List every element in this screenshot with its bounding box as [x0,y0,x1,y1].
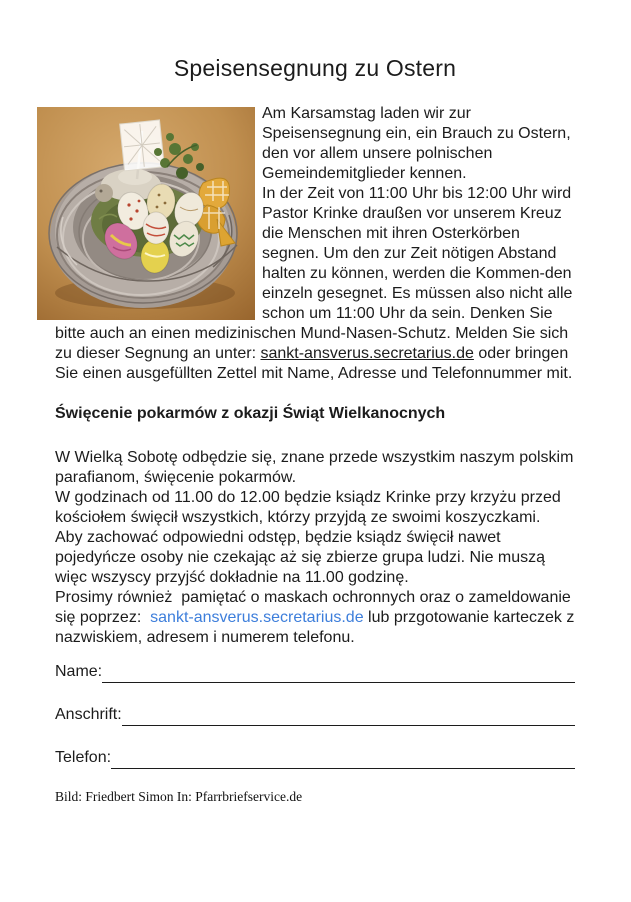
easter-basket-illustration [37,107,255,320]
page-title: Speisensegnung zu Ostern [173,55,457,81]
anschrift-row [55,703,575,724]
polish-paragraph-4 [55,588,579,648]
registration-form [55,660,575,767]
registration-link-blue[interactable]: sankt-ansverus.secretarius.de [150,609,364,626]
polish-text-before-link: Prosimy również pamiętać o maskach ochronnych oraz o zameldowanie się poprzez: [55,589,576,626]
name-fill-line [102,682,575,683]
polish-paragraph-2: W godzinach od 11.00 do 12.00 będzie ksiądz Krinke przy krzyżu przed kościołem święcił wszystkich, którzy przyjdą ze swoimi koszyczkami. [55,489,566,526]
polish-section-heading: Święcenie pokarmów z okazji Świąt Wielkanocnych [55,405,446,422]
anschrift-fill-line [122,725,575,726]
registration-link[interactable]: sankt-ansverus.secretarius.de [260,345,474,362]
polish-section [55,448,579,648]
intro-paragraph-1: Am Karsamstag laden wir zur Speisensegnung ein, ein Brauch zu Ostern, den vor allem unsere polnischen Gemeindemitglieder kennen. [262,105,576,182]
telefon-label: Telefon: [55,749,112,766]
telefon-row [55,746,575,767]
anschrift-label: Anschrift: [55,706,122,723]
name-label: Name: [55,663,103,680]
intro-section [55,104,575,384]
intro-text-after-link: oder bringen Sie einen ausgefüllten Zettel mit Name, Adresse und Telefonnummer mit. [55,345,573,382]
polish-text-after-link: lub przgotowanie karteczek z nazwiskiem, adresem i numerem telefonu. [55,609,579,646]
telefon-fill-line [111,768,575,769]
polish-paragraph-3: Aby zachować odpowiedni odstęp, będzie ksiądz święcił nawet pojedyńcze osoby nie czekając aż się zbierze grupa ludzi. Nie muszą więc wszyscy przyjść dokładnie na 11.00 godzinę. [55,529,550,586]
image-credit: Bild: Friedbert Simon In: Pfarrbriefservice.de [55,789,303,804]
name-row [55,660,575,681]
polish-paragraph-1: W Wielką Sobotę odbędzie się, znane przede wszystkim naszym polskim parafianom, święcenie pokarmów. [55,449,578,486]
easter-basket-photo [37,107,255,320]
intro-text-before-link: In der Zeit von 11:00 Uhr bis 12:00 Uhr wird Pastor Krinke draußen vor unserem Kreuz die Menschen mit ihren Osterkörben segnen. Um den zur Zeit nötigen Abstand halten zu können, werden die Kommen-den einzeln gesegnet. Es müssen also nicht alle schon um 11:00 Uhr da sein. Denken Sie bitte auch an einen medizinischen Mund-Nasen-Schutz. Melden Sie sich zu dieser Segnung an unter: [55,185,577,362]
